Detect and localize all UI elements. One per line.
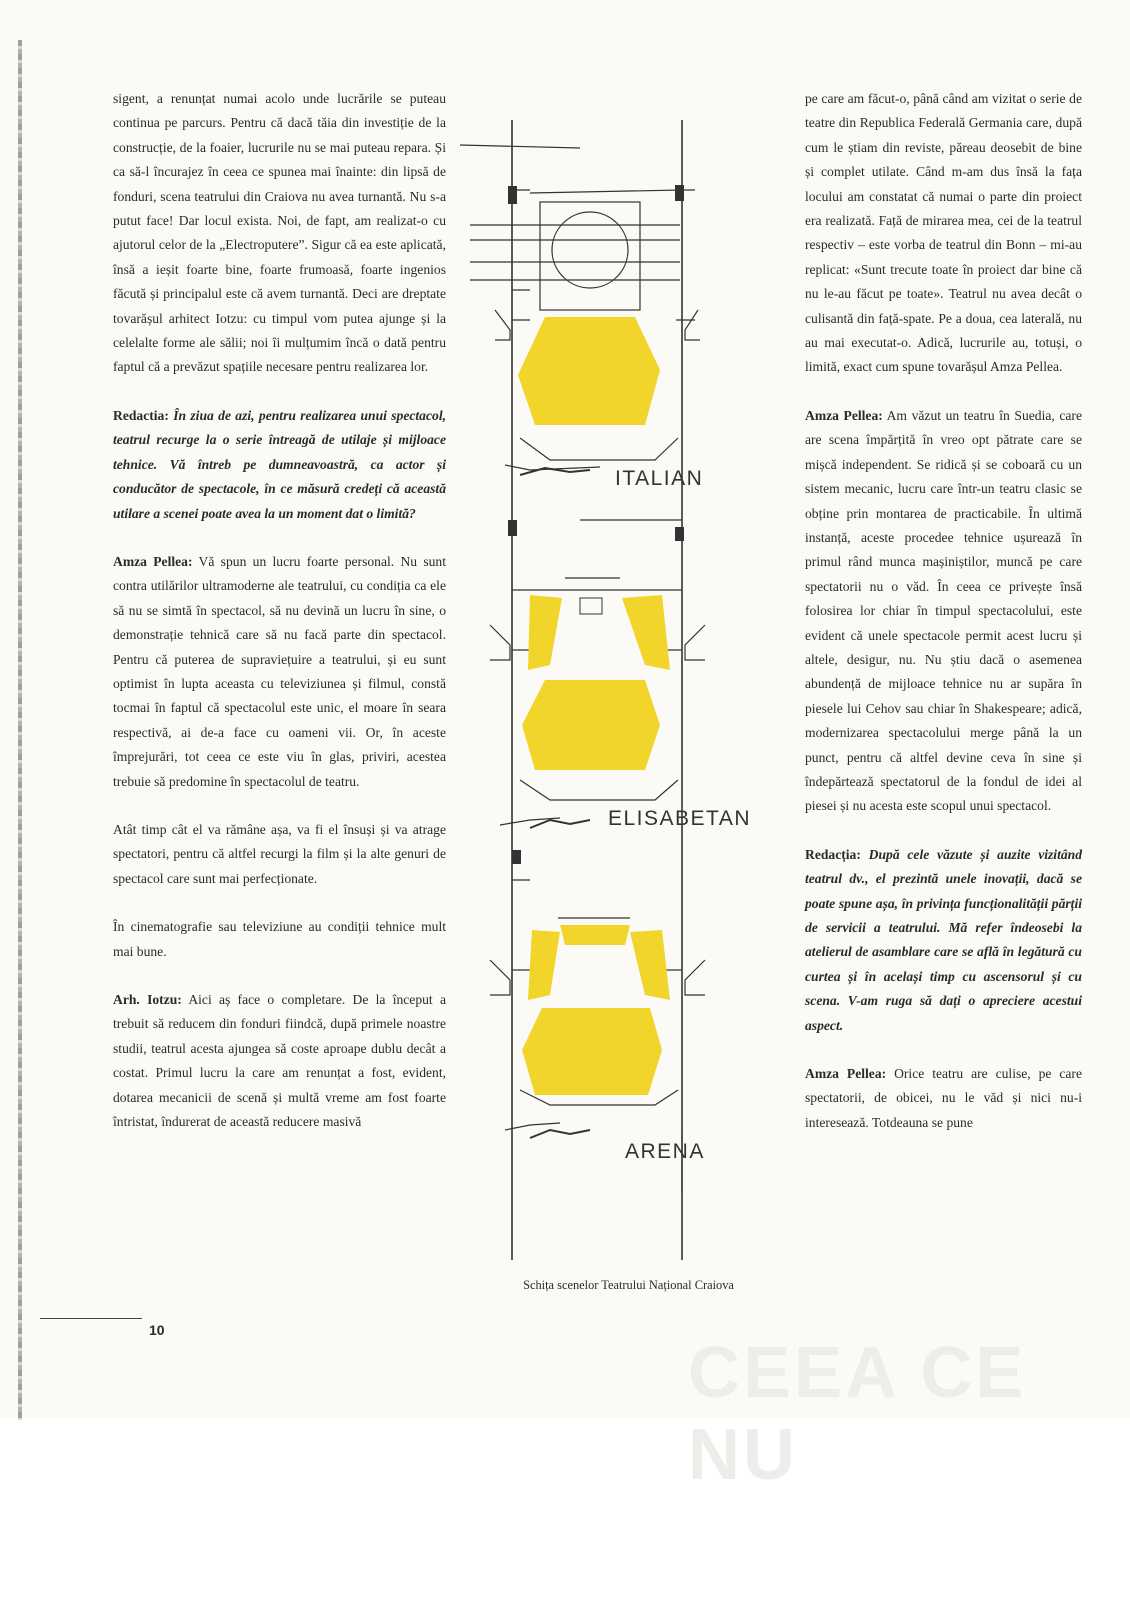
stage-center [560,925,630,945]
figure-caption: Schița scenelor Teatrului Național Craiova [523,1278,734,1292]
next-page-bleed-heading: CEEA CE NU [688,1333,1027,1495]
audience-seating [522,680,660,770]
stage-wing-right [630,930,670,1000]
question-text: În ziua de azi, pentru realizarea unui spectacol, teatrul recurge la o serie întreagă de utilaje și mijloace tehnice. Vă întreb pe dumneavoastră, ca actor și conducător de spectacole, în ce măsură credeți că această utilare a scenei poate avea la un moment dat o limită? [113,407,446,521]
folio-rule [40,1318,142,1319]
italian-stage-plan [460,145,703,490]
arena-stage-plan [490,850,705,1190]
answer-paragraph [113,550,446,794]
page-number: 10 [149,1322,165,1338]
answer-text: Orice teatru are culise, pe care spectatorii, de obicei, nu le văd și nici nu-i interesează. Totdeauna se pune [805,1066,1082,1130]
speaker-label: Redactia: [113,407,169,423]
stage-wing-left [528,930,560,1000]
answer-text: Aici aș face o completare. De la început a trebuit să reducem din fonduri fiindcă, după primele noastre studii, teatrul acesta ajungea să coste aproape dublu decât a costat. Primul lucru la care am renunțat a fost, evident, dotarea mecanicii de scenă și multă vreme am fost foarte întristat, îndurerat de această reducere masivă [113,992,446,1130]
elisabetan-stage-plan [490,520,751,830]
audience-seating [518,317,660,425]
audience-seating [522,1008,662,1095]
binding-spine [18,40,22,1420]
answer-paragraph [805,404,1082,819]
sketch-label-elisabetan: ELISABETAN [608,807,751,830]
answer-paragraph [805,1062,1082,1135]
question-text: După cele văzute și auzite vizitând teatrul dv., el prezintă unele inovații, dacă se poate spune așa, în privința funcționalității părții de servicii a teatrului. Mă refer îndeosebi la atelierul de asamblare care se află în legătură cu curtea și în același timp cu ascensorul și cu scena. V-am ruga să dați o apreciere acestui aspect. [805,846,1082,1033]
speaker-label: Amza Pellea: [113,553,193,569]
paragraph: pe care am făcut-o, până când am vizitat o serie de teatre din Republica Federală Germania care, după cum le știam din reviste, păreau deosebit de bine și complet utilate. Când m-am dus însă la fața locului am constatat că numai o parte din proiect era realizată. Față de mirarea mea, cei de la teatrul respectiv – este vorba de teatrul din Bonn – mi-au replicat: «Sunt trecute toate în proiect dar bine că nu le-au făcut pe toate». Teatrul nu avea decât o culisantă din față-spate. Pe a doua, cea laterală, nu au mai executat-o. Adică, lucrurile au, totuși, o limită, exact cum spune tovarășul Amza Pellea. [805,91,1082,375]
speaker-label: Amza Pellea: [805,1066,887,1082]
stage-layout-sketch [450,90,800,1275]
sketch-label-arena: ARENA [625,1140,705,1163]
answer-text: Vă spun un lucru foarte personal. Nu sunt contra utilărilor ultramoderne ale teatrului, cu condiția ca ele să nu se simtă în spectacol, să nu devină un lucru în sine, o demonstrație tehnică care să nu facă parte din spectacol. Pentru că puterea de supraviețuire a teatrului, și eu sunt optimist în lupta aceasta cu televiziunea și filmul, constă tocmai în faptul că spectacolul este unic, el moare în seara respectivă, ai de-a face cu oameni vii. Or, în aceste împrejurări, tot ceea ce este viu în glas, priviri, acestea trebuie să predomine în spectacolul de teatru. [113,553,447,789]
paragraph: sigent, a renunțat numai acolo unde lucrările se puteau continua pe parcurs. Pentru că dacă tăia din investiție de la construcție, de la foaier, lucrurile nu se mai puteau repara. Și ca să-l încurajez în ceea ce spunea mai înainte: din lipsă de fonduri, scena teatrului din Craiova nu avea turnantă. Nu s-a putut face! Dar locul exista. Noi, de fapt, am realizat-o cu ajutorul celor de la „Electroputere”. Sigur că ea este aplicată, însă a ieșit foarte bine, foarte frumoasă, foarte ingenios făcută și principalul este că avem turnantă. Deci are dreptate tovarășul arhitect Iotzu: cu timpul vom putea ajunge și la celelalte forme ale sălii; noi îi mulțumim încă o dată pentru faptul că a prevăzut spațiile necesare pentru realizarea lor. [113,91,446,375]
stage-wing-right [622,595,670,670]
left-text-column [113,87,446,1158]
paragraph: În cinematografie sau televiziune au condiții tehnice mult mai bune. [113,919,446,959]
stage-wing-left [528,595,562,670]
paragraph: Atât timp cât el va rămâne așa, va fi el însuși și va atrage spectatori, pentru că altfel recurgi la film și la alte genuri de spectacol care sunt mai perfecționate. [113,821,446,886]
speaker-label: Arh. Iotzu: [113,992,182,1007]
question-paragraph [113,404,446,526]
right-text-column [805,87,1082,1159]
sketch-label-italian: ITALIAN [615,467,704,490]
speaker-label: Redacția: [805,846,861,862]
question-paragraph [805,843,1082,1038]
speaker-label: Amza Pellea: [805,407,883,423]
answer-text: Am văzut un teatru în Suedia, care are scena împărțită în vreo opt pătrate care se mișcă independent. Se ridică și se coboară cu un sistem mecanic, lucru care într-un teatru clasic se obține prin montarea de practicabile. În ultimă instanță, aceste procedee tehnice ușurează în primul rând munca mașiniștilor, muncă pe care spectatorii nu o văd. În ceea ce privește însă folosirea lor chiar în timpul spectacolului, este evident că unele spectacole permit acest lucru și altele, desigur, nu. Nu știu dacă o asemenea abundență de mijloace tehnice nu ar supăra în piesele lui Cehov sau chiar în Shakespeare; adică, modernizarea spectacolului merge până la un punct, pentru că altfel devine ceva în sine și îndepărtează spectatorul de la fondul de idei al piesei și nu acesta este scopul unui spectacol. [805,407,1082,814]
answer-paragraph [113,988,446,1134]
